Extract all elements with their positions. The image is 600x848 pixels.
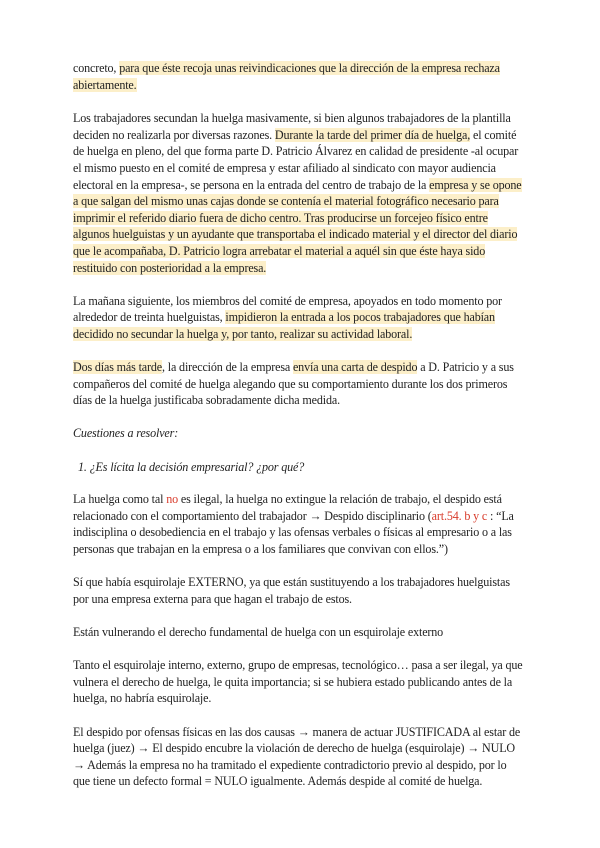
answer-paragraph-3: Están vulnerando el derecho fundamental de huelga con un esquirolaje externo [73, 625, 444, 639]
highlighted-text: para que éste recoja unas reivindicaciones que la dirección de la empresa rechaza abiertamente. [73, 61, 500, 92]
text-segment: es ilegal, la huelga no extingue la relación de trabajo, el despido está relacionado con el comportamiento del trabajador → Despido disciplinario ( [73, 492, 502, 523]
answer-paragraph-1 [73, 491, 525, 557]
paragraph-strike-events [73, 110, 525, 276]
text-segment: a D. Patricio y a sus compañeros del comité de huelga alegando que su comportamiento durante los dos primeros días de la huelga justificaba sobradamente dicha medida. [73, 360, 514, 408]
paragraph-continuation [73, 60, 525, 93]
document-page [73, 60, 525, 807]
text-segment: La mañana siguiente, los miembros del comité de empresa, apoyados en todo momento por alrededor de treinta huelguistas, [73, 293, 502, 325]
text-segment: La huelga como tal [73, 492, 167, 507]
questions-heading: Cuestiones a resolver: [73, 426, 179, 441]
paragraph-next-morning [73, 293, 525, 343]
red-text: no [166, 492, 178, 507]
paragraph-dismissal [73, 359, 525, 409]
highlighted-text: Durante la tarde del primer día de huelga, [274, 127, 471, 142]
answer-paragraph-5: El despido por ofensas físicas en las dos causas → manera de actuar JUSTIFICADA al estar de huelga (juez) → El despido encubre la violación de derecho de huelga (esquirolaje) → NULO → Además la empresa no ha tramitado el expediente contradictorio previo al despido, por lo que tiene un defecto formal = NULO igualmente. Además despide al comité de huelga. [73, 724, 521, 789]
answer-paragraph-4: Tanto el esquirolaje interno, externo, grupo de empresas, tecnológico… pasa a ser ilegal, ya que vulnera el derecho de huelga, le quita importancia; si se hubiera estado publicando antes de la huelga, no habría esquirolaje. [73, 658, 523, 706]
text-segment: : “La indisciplina o desobediencia en el trabajo y las ofensas verbales o físicas al empresario o a las personas que trabajan en la empresa o a los familiares que convivan con ellos.”) [73, 508, 514, 557]
highlighted-text: impidieron la entrada a los pocos trabajadores que habían decidido no secundar la huelga y, por tanto, realizar su actividad laboral. [73, 310, 495, 341]
article-reference: art.54. b y c [431, 508, 488, 523]
question-1: 1. ¿Es lícita la decisión empresarial? ¿por qué? [78, 459, 305, 474]
highlighted-text: envía una carta de despido [292, 360, 418, 375]
text-segment: el comité de huelga en pleno, del que forma parte D. Patricio Álvarez en calidad de presidente -al ocupar el mismo puesto en el comité de empresa y estar afiliado al sindicato con mayor audiencia electoral en la empresa-, se persona en la entrada del centro de trabajo de la [73, 127, 519, 192]
text-segment: Los trabajadores secundan la huelga masivamente, si bien algunos trabajadores de la plantilla deciden no realizarla por diversas razones. [73, 111, 511, 142]
answer-paragraph-2: Sí que había esquirolaje EXTERNO, ya que están sustituyendo a los trabajadores huelguistas por una empresa externa para que hagan el trabajo de estos. [73, 575, 510, 606]
highlighted-text: Dos días más tarde [73, 360, 162, 375]
text-segment: , la dirección de la empresa [162, 360, 293, 375]
text-segment: concreto, [73, 61, 120, 75]
highlighted-text: empresa y se opone a que salgan del mismo unas cajas donde se contenía el material fotográfico necesario para imprimir el referido diario fuera de dicho centro. Tras producirse un forcejeo físico entre algunos huelguistas y un ayudante que transportaba el indicado material y el director del diario que le acompañaba, D. Patricio logra arrebatar el material a aquél sin que éste haya sido restituido con posterioridad a la empresa. [73, 177, 522, 275]
